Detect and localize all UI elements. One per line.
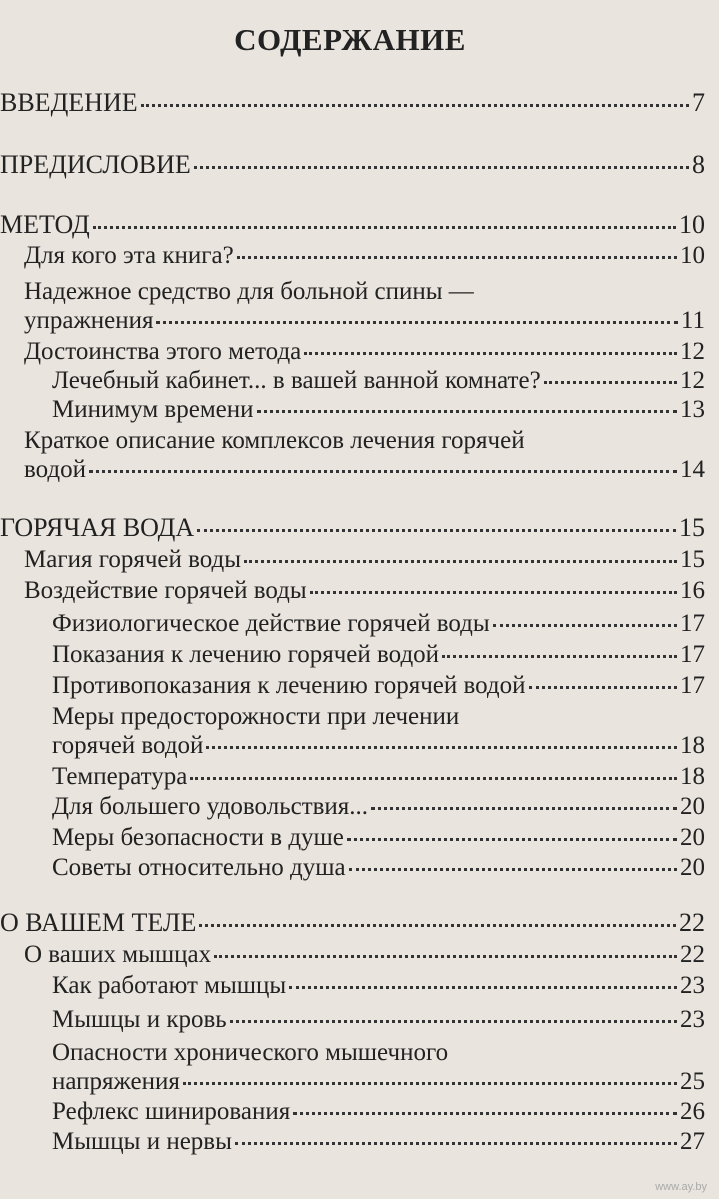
toc-page-number: 27 — [680, 1128, 705, 1155]
toc-entry-title: ГОРЯЧАЯ ВОДА — [0, 513, 195, 542]
dot-leader — [183, 1082, 677, 1085]
toc-page-number: 13 — [680, 396, 705, 423]
toc-page-number: 22 — [680, 941, 705, 968]
page-title: СОДЕРЖАНИЕ — [234, 22, 466, 57]
toc-entry — [52, 366, 705, 396]
toc-page-number: 18 — [680, 763, 705, 790]
dot-leader — [89, 470, 677, 473]
toc-page-number: 10 — [680, 242, 705, 269]
toc-entry — [52, 1097, 705, 1127]
toc-entry — [24, 576, 705, 606]
dot-leader — [194, 166, 689, 169]
toc-page-number: 17 — [680, 641, 705, 668]
toc-entry-title: Магия горячей воды — [24, 546, 242, 573]
toc-entry — [52, 609, 705, 639]
toc-page-number: 15 — [680, 546, 705, 573]
dot-leader — [289, 986, 677, 989]
toc-entry-title: горячей водой — [52, 732, 204, 759]
dot-leader — [293, 1112, 677, 1115]
toc-page-number: 22 — [679, 908, 705, 937]
toc-page-number: 20 — [680, 824, 705, 851]
toc-entry-title: Мышцы и нервы — [52, 1128, 232, 1155]
toc-entry-title: Мышцы и кровь — [52, 1006, 227, 1033]
toc-entry-line: Опасности хронического мышечного — [52, 1039, 449, 1066]
dot-leader — [190, 777, 677, 780]
toc-entry-title: МЕТОД — [0, 210, 90, 239]
toc-entry-title: Для кого эта книга? — [24, 242, 234, 269]
toc-page-number: 7 — [692, 88, 705, 117]
dot-leader — [237, 256, 677, 259]
dot-leader — [206, 746, 677, 749]
toc-entry-title: Советы относительно душа — [52, 854, 346, 881]
dot-leader — [197, 529, 676, 532]
toc-page-number: 12 — [680, 367, 705, 394]
toc-entry — [52, 395, 705, 425]
toc-page-number: 17 — [680, 672, 705, 699]
dot-leader — [257, 410, 677, 413]
toc-entry — [52, 971, 705, 1001]
toc-entry-title: Достоинства этого метода — [24, 338, 302, 365]
toc-page-number: 11 — [680, 307, 705, 334]
toc-entry-title: О ВАШЕМ ТЕЛЕ — [0, 908, 197, 937]
toc-page-number: 16 — [680, 577, 705, 604]
toc-entry-title: Температура — [52, 763, 188, 790]
watermark: www.ay.by — [655, 1181, 707, 1193]
toc-page-number: 26 — [680, 1098, 705, 1125]
dot-leader — [529, 686, 677, 689]
toc-page-number: 25 — [680, 1068, 705, 1095]
toc-page-number: 8 — [692, 150, 705, 179]
toc-entry — [24, 337, 705, 367]
toc-page-number: 18 — [680, 732, 705, 759]
toc-entry-title: Минимум времени — [52, 396, 254, 423]
toc-chapter-entry — [0, 210, 705, 240]
toc-entry-title: Рефлекс шинирования — [52, 1098, 291, 1125]
toc-chapter-entry — [0, 150, 705, 180]
dot-leader — [544, 381, 677, 384]
toc-entry — [24, 455, 705, 485]
toc-chapter-entry — [0, 513, 705, 543]
toc-page-number: 14 — [680, 456, 705, 483]
dot-leader — [347, 838, 677, 841]
toc-entry — [52, 731, 705, 761]
toc-entry-title: Противопоказания к лечению горячей водой — [52, 672, 526, 699]
toc-entry-title: Показания к лечению горячей водой — [52, 641, 440, 668]
toc-entry-title: ВВЕДЕНИЕ — [0, 88, 138, 117]
toc-entry-line: Меры предосторожности при лечении — [52, 703, 460, 730]
dot-leader — [310, 591, 677, 594]
toc-page-number: 23 — [680, 1006, 705, 1033]
dot-leader — [304, 352, 677, 355]
toc-entry — [52, 1005, 705, 1035]
toc-entry-line: Краткое описание комплексов лечения горячей — [24, 427, 525, 454]
toc-entry — [52, 671, 705, 701]
dot-leader — [442, 655, 677, 658]
toc-entry-title: Как работают мышцы — [52, 972, 287, 999]
dot-leader — [93, 226, 676, 229]
dot-leader — [493, 624, 677, 627]
toc-entry-title: упражнения — [24, 307, 154, 334]
dot-leader — [199, 924, 676, 927]
toc-entry — [52, 762, 705, 792]
toc-entry-title: Для большего удовольствия... — [52, 793, 369, 820]
toc-entry — [52, 853, 705, 883]
toc-entry-line: Надежное средство для больной спины — — [24, 278, 474, 305]
toc-page-number: 10 — [679, 210, 705, 239]
toc-page-number: 20 — [680, 793, 705, 820]
toc-entry — [52, 823, 705, 853]
toc-entry-title: Физиологическое действие горячей воды — [52, 610, 490, 637]
toc-entry-title: Лечебный кабинет... в вашей ванной комнате? — [52, 367, 541, 394]
toc-entry — [52, 1067, 705, 1097]
toc-entry — [24, 241, 705, 271]
toc-entry-title: Меры безопасности в душе — [52, 824, 344, 851]
toc-entry — [24, 545, 705, 575]
dot-leader — [156, 321, 677, 324]
dot-leader — [141, 104, 689, 107]
toc-entry-title: напряжения — [52, 1068, 180, 1095]
dot-leader — [244, 560, 677, 563]
toc-entry-title: Воздействие горячей воды — [24, 577, 307, 604]
toc-entry-title: водой — [24, 456, 87, 483]
dot-leader — [349, 868, 677, 871]
toc-page-number: 15 — [679, 513, 705, 542]
toc-page-number: 12 — [680, 338, 705, 365]
toc-page-number: 23 — [680, 972, 705, 999]
dot-leader — [371, 807, 677, 810]
toc-entry — [52, 640, 705, 670]
toc-entry-title: ПРЕДИСЛОВИЕ — [0, 150, 191, 179]
toc-entry — [24, 306, 705, 336]
dot-leader — [214, 955, 677, 958]
toc-entry — [24, 940, 705, 970]
toc-chapter-entry — [0, 908, 705, 938]
toc-entry-title: О ваших мышцах — [24, 941, 212, 968]
toc-chapter-entry — [0, 88, 705, 118]
toc-page-number: 20 — [680, 854, 705, 881]
dot-leader — [235, 1142, 677, 1145]
toc-page-number: 17 — [680, 610, 705, 637]
toc-entry — [52, 1127, 705, 1157]
toc-entry — [52, 792, 705, 822]
dot-leader — [230, 1020, 677, 1023]
